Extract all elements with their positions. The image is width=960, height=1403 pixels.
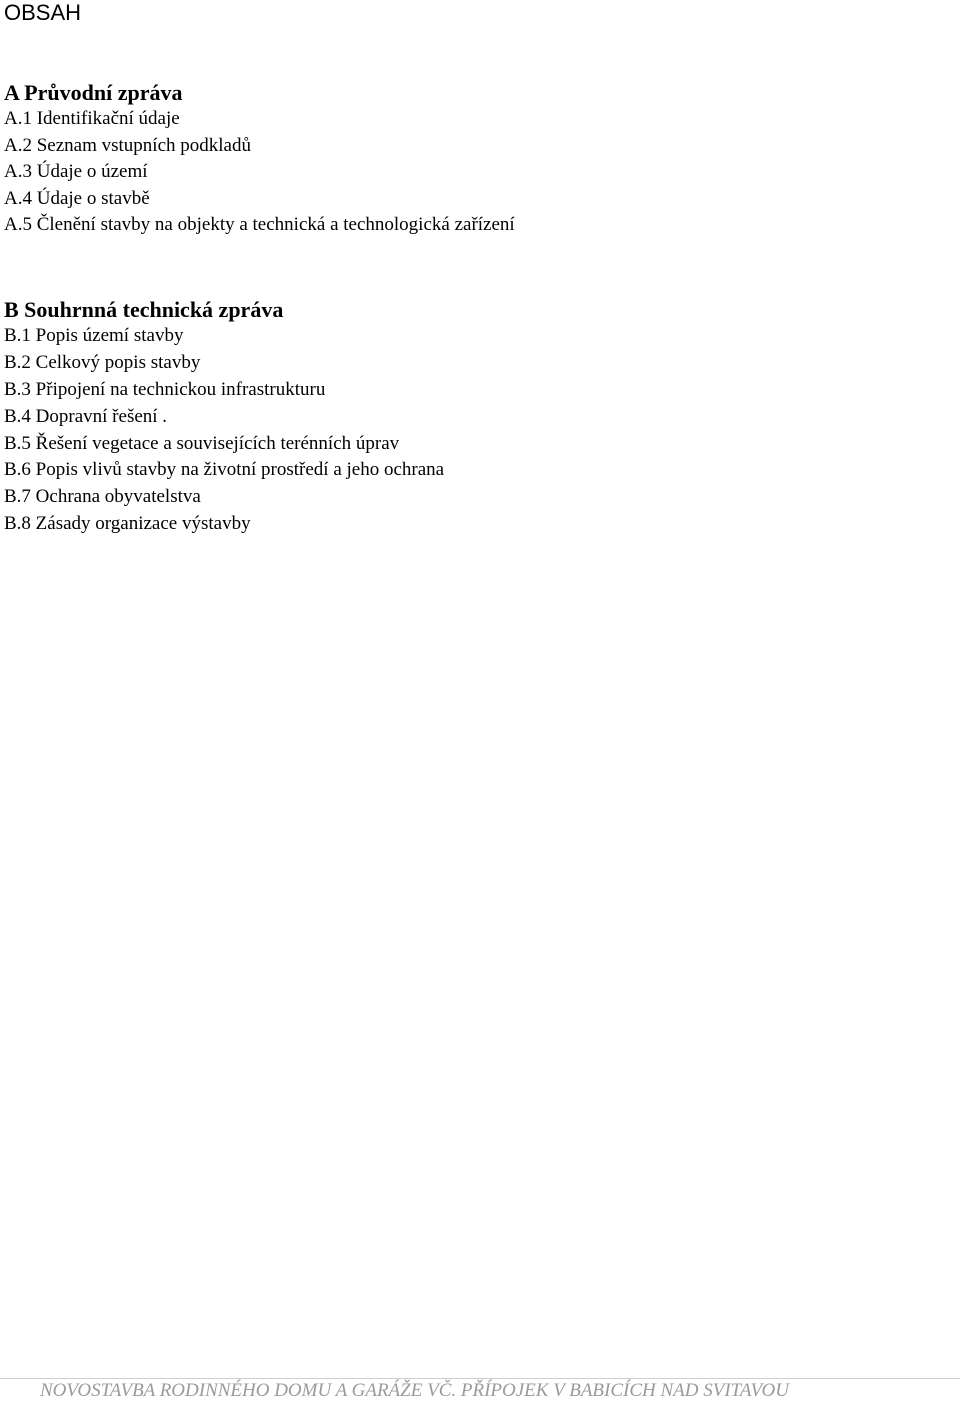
toc-item-b8: B.8 Zásady organizace výstavby [4,513,251,535]
toc-item-b1: B.1 Popis území stavby [4,325,184,346]
section-a [4,80,515,239]
toc-item-a2: A.2 Seznam vstupních podkladů [4,134,251,156]
page-footer: NOVOSTAVBA RODINNÉHO DOMU A GARÁŽE VČ. PŘÍPOJEK V BABICÍCH NAD SVITAVOU [40,1380,789,1401]
document-title: OBSAH [4,0,82,25]
toc-item-b6: B.6 Popis vlivů stavby na životní prostředí a jeho ochrana [4,459,445,481]
toc-item-a5: A.5 Členění stavby na objekty a technická a technologická zařízení [4,214,515,236]
toc-item-b5: B.5 Řešení vegetace a souvisejících terénních úprav [4,432,400,454]
toc-item-a3: A.3 Údaje o území [4,161,148,183]
toc-item-b7: B.7 Ochrana obyvatelstva [4,486,201,508]
footer-divider [0,1378,960,1379]
toc-item-b2: B.2 Celkový popis stavby [4,351,201,373]
toc-item-a4: A.4 Údaje o stavbě [4,187,150,209]
toc-item-b4: B.4 Dopravní řešení . [4,405,168,427]
toc-item-b3: B.3 Připojení na technickou infrastrukturu [4,378,326,400]
section-b-heading: B Souhrnná technická zpráva [4,297,284,322]
toc-item-a1: A.1 Identifikační údaje [4,108,180,129]
section-a-heading: A Průvodní zpráva [4,80,183,105]
section-b [4,297,444,538]
